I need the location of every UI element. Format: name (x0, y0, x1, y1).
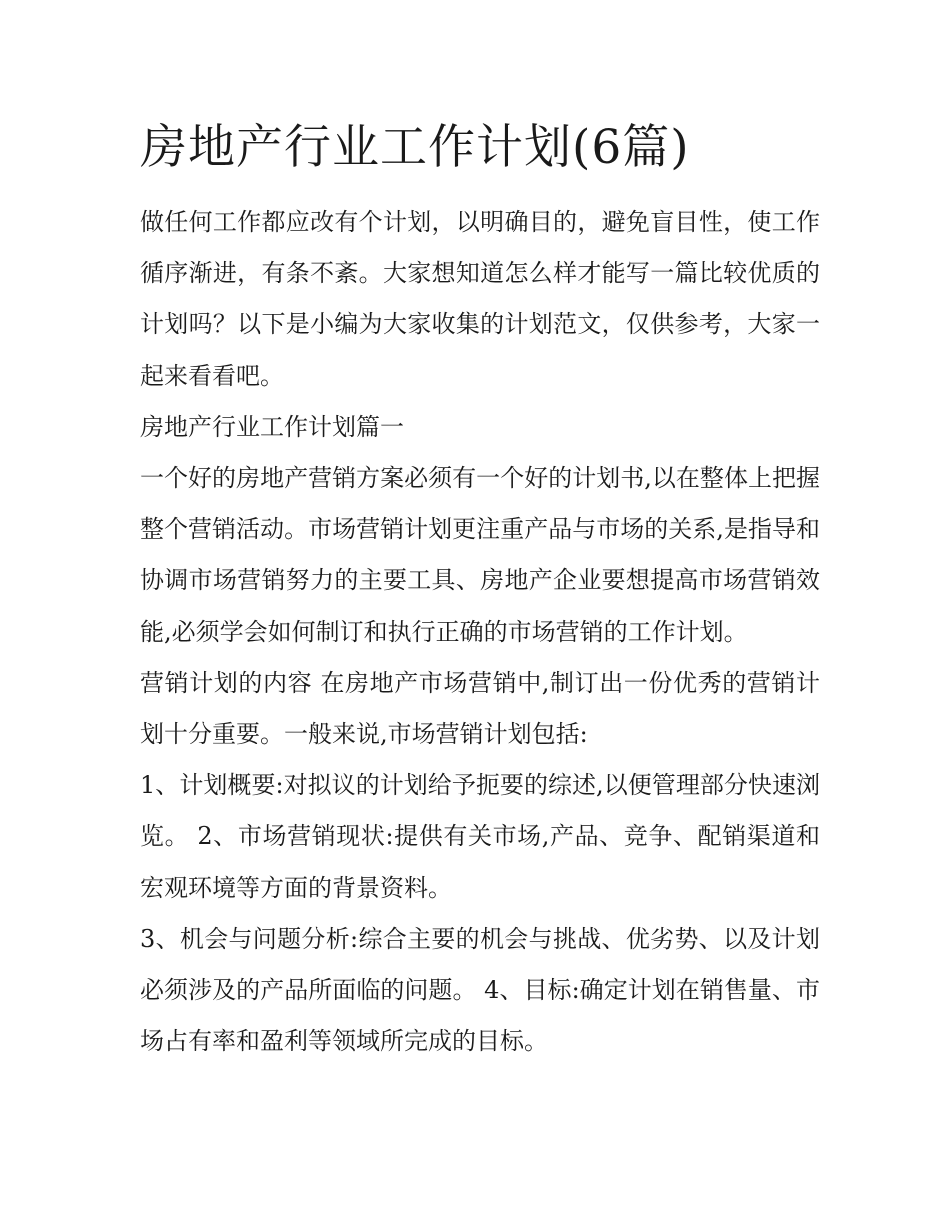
paragraph: 营销计划的内容 在房地产市场营销中,制订出一份优秀的营销计划十分重要。一般来说,市场营销计划包括: (140, 668, 820, 749)
list-paragraph: 3、机会与问题分析:综合主要的机会与挑战、优劣势、以及计划必须涉及的产品所面临的问题。 4、目标:确定计划在销售量、市场占有率和盈利等领域所完成的目标。 (140, 924, 820, 1056)
paragraph-intro: 做任何工作都应改有个计划，以明确目的，避免盲目性，使工作循序渐进，有条不紊。大家想知道怎么样才能写一篇比较优质的计划吗？以下是小编为大家收集的计划范文，仅供参考，大家一起来看看吧。 (140, 208, 820, 390)
document-body (140, 197, 820, 1067)
paragraph: 一个好的房地产营销方案必须有一个好的计划书,以在整体上把握整个营销活动。市场营销计划更注重产品与市场的关系,是指导和协调市场营销努力的主要工具、房地产企业要想提高市场营销效能,必须学会如何制订和执行正确的市场营销的工作计划。 (140, 464, 820, 646)
section-heading: 房地产行业工作计划篇一 (140, 412, 404, 441)
list-paragraph: 1、计划概要:对拟议的计划给予扼要的综述,以便管理部分快速浏览。 2、市场营销现状:提供有关市场,产品、竞争、配销渠道和宏观环境等方面的背景资料。 (140, 771, 820, 902)
document-title: 房地产行业工作计划(6篇) (140, 120, 690, 175)
